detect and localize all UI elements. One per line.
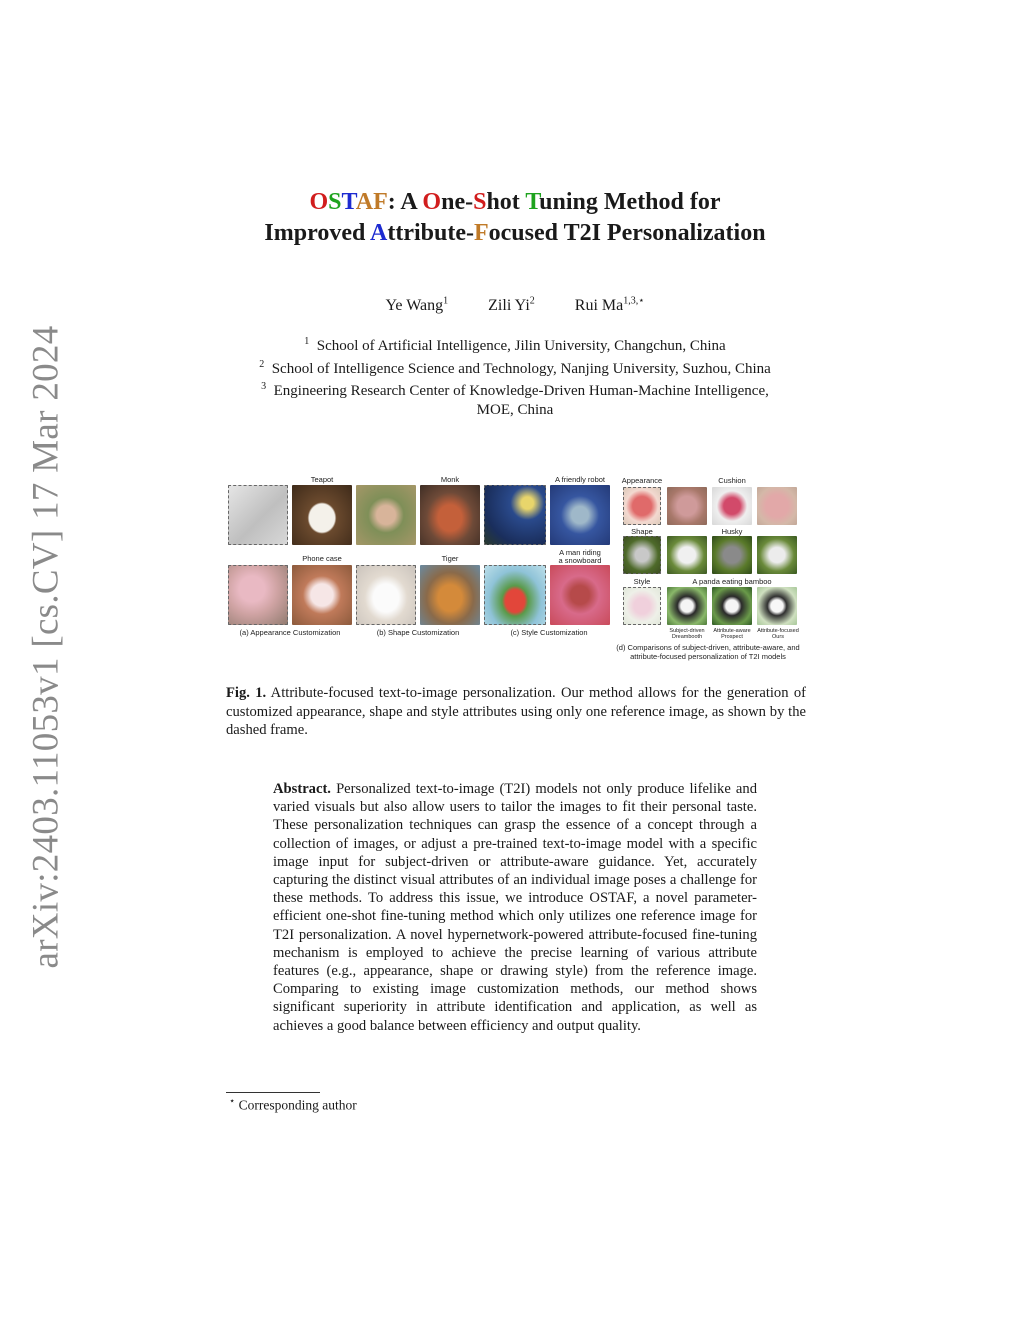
subcaption-a: (a) Appearance Customization: [239, 628, 341, 637]
husky-dreambooth: [667, 536, 707, 574]
reference-image-pattern: [228, 565, 288, 625]
label-teapot: Teapot: [310, 475, 334, 484]
generated-image-monk: [356, 485, 416, 545]
title-segment: Improved: [264, 220, 370, 246]
husky-ours: [757, 536, 797, 574]
subcaption-b: (b) Shape Customization: [376, 628, 460, 637]
figure-1: [226, 475, 808, 665]
affiliation: $^1$ School of Artificial Intelligence, Jilin University, Changchun, China: [304, 336, 726, 354]
affiliation: MOE, China: [476, 401, 554, 418]
title-segment: O: [309, 189, 329, 215]
footnote-rule: [226, 1092, 320, 1093]
reference-image-appearance: [623, 487, 661, 525]
title-segment: : A: [387, 189, 423, 215]
title-line-1: [200, 187, 830, 218]
title-segment: ocused T2I Personalization: [488, 220, 766, 246]
title-segment: S: [328, 189, 342, 215]
affiliation: $^2$ School of Intelligence Science and Technology, Nanjing University, Suzhou, China: [259, 358, 771, 377]
cushion-prospect: [712, 487, 752, 525]
reference-image-watermelon: [484, 565, 546, 625]
author: Rui $Ma^{1,3,⋆}$: [574, 296, 645, 315]
title-segment: F: [373, 189, 388, 215]
title-segment: A: [370, 220, 388, 246]
label-husky: Husky: [721, 527, 743, 536]
title-segment: uning Method for: [539, 189, 721, 215]
title-segment: A: [355, 189, 374, 215]
reference-image-phone: [228, 485, 288, 545]
arxiv-identifier: arXiv:2403.11053v1 [cs.CV] 17 Mar 2024: [25, 325, 67, 969]
label-shape: Shape: [631, 527, 653, 536]
label-phone-case: Phone case: [302, 554, 342, 563]
reference-image-starry-night: [484, 485, 546, 545]
subcaption-c: (c) Style Customization: [510, 628, 588, 637]
method-label-ours: Attribute-focused Ours: [757, 628, 799, 640]
title-line-2: [200, 218, 830, 249]
author: Zili Yi$^2$: [488, 296, 535, 315]
generated-image-phone-case: [292, 565, 352, 625]
generated-image-tiger: [420, 565, 480, 625]
affiliation: $^3$ Engineering Research Center of Knowledge-Driven Human-Machine Intelligence,: [261, 381, 769, 399]
label-appearance: Appearance: [621, 476, 663, 485]
generated-image-teapot: [292, 485, 352, 545]
subcaption-d-line1: (d) Comparisons of subject-driven, attribute-aware, and: [616, 643, 800, 652]
cushion-ours: [757, 487, 797, 525]
label-robot: A friendly robot: [554, 475, 606, 484]
reference-image-cat: [356, 565, 416, 625]
title-segment: T: [525, 189, 540, 215]
title-segment: S: [473, 189, 487, 215]
title-segment: O: [422, 189, 442, 215]
title-segment: T: [341, 189, 356, 215]
generated-image-monk-2: [420, 485, 480, 545]
paper-title: [200, 187, 830, 249]
author: Ye Wang$^1$: [385, 296, 449, 315]
reference-image-shape: [623, 536, 661, 574]
generated-image-robot: [550, 485, 610, 545]
footnote: ⋆ Corresponding author: [229, 1096, 357, 1113]
label-tiger: Tiger: [441, 554, 459, 563]
method-label-dreambooth: Subject-driven Dreambooth: [669, 628, 705, 640]
title-segment: ttribute-: [387, 220, 474, 246]
title-segment: hot: [486, 189, 526, 215]
panda-dreambooth: [667, 587, 707, 625]
generated-image-snowboard: [550, 565, 610, 625]
affiliations: [200, 333, 830, 419]
title-segment: ne-: [441, 189, 474, 215]
title-segment: F: [473, 220, 489, 246]
method-label-prospect: Attribute-aware Prospect: [713, 628, 751, 640]
subcaption-d-line2: attribute-focused personalization of T2I models: [630, 652, 786, 661]
panda-ours: [757, 587, 797, 625]
abstract: Abstract. Personalized text-to-image (T2I) models not only produce lifelike and varied visuals but also allow users to tailor the images to fit their personal taste. These personalization techniques can grasp the essence of a concept through a collection of images, or adjust a pre-trained text-to-image model with a specific image input for subject-driven or attribute-aware guidance. Yet, accurately capturing the distinct visual attributes of an individual image poses a challenge for these methods. To address this issue, we introduce OSTAF, a novel parameter-efficient one-shot fine-tuning method which only utilizes one reference image for T2I personalization. A novel hypernetwork-powered attribute-focused fine-tuning mechanism is employed to achieve the precise learning of various attribute features (e.g., appearance, shape or drawing style) from the reference image. Comparing to existing image customization methods, our method shows significant superiority in attribute identification and application, as well as achieves a good balance between efficiency and output quality.: [273, 781, 757, 1034]
label-panda: A panda eating bamboo: [692, 577, 772, 586]
cushion-dreambooth: [667, 487, 707, 525]
label-snowboard-1: A man riding: [559, 548, 601, 557]
author-list: [200, 296, 830, 315]
label-monk: Monk: [440, 475, 460, 484]
label-snowboard-2: a snowboard: [558, 556, 602, 565]
panda-prospect: [712, 587, 752, 625]
figure-caption: Fig. 1. Attribute-focused text-to-image personalization. Our method allows for the generation of customized appearance, shape and style attributes using only one reference image, as shown by the dashed frame.: [226, 685, 806, 738]
label-cushion: Cushion: [718, 476, 746, 485]
label-style: Style: [633, 577, 651, 586]
reference-image-style: [623, 587, 661, 625]
husky-prospect: [712, 536, 752, 574]
